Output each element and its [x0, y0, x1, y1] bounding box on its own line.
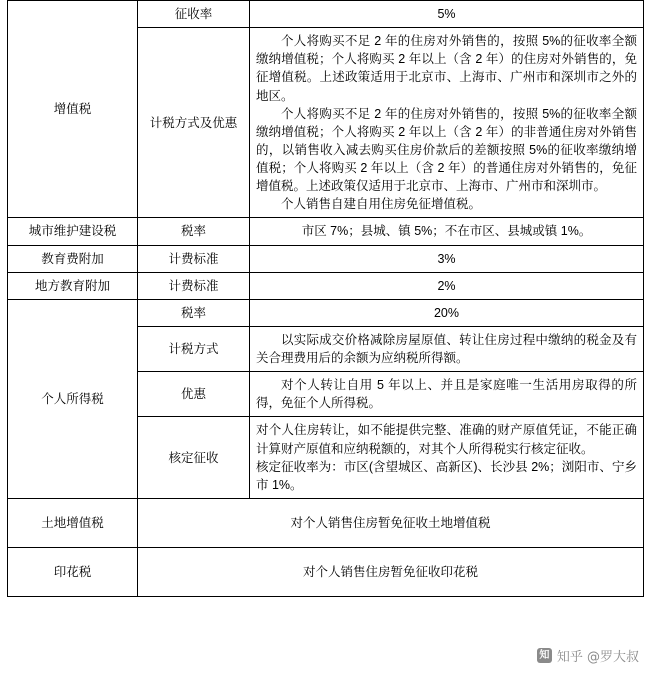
item-content: [250, 326, 644, 371]
item-content: 5%: [250, 1, 644, 28]
content-paragraph: 以实际成交价格减除房屋原值、转让住房过程中缴纳的税金及有关合理费用后的余额为应纳税所得额。: [256, 332, 637, 365]
content-paragraph: 核定征收率为：市区(含望城区、高新区)、长沙县 2%；浏阳市、宁乡市 1%。: [256, 459, 637, 492]
content-paragraph: 个人将购买不足 2 年的住房对外销售的，按照 5%的征收率全额缴纳增值税；个人将购买 2 年以上（含 2 年）的住房对外销售的，免征增值税。上述政策适用于北京市、上海市、广州市和深圳市之外的地区。: [256, 34, 637, 103]
item-content: 20%: [250, 299, 644, 326]
item-content: [250, 417, 644, 499]
item-content: 2%: [250, 272, 644, 299]
item-content: 市区 7%；县城、镇 5%；不在市区、县城或镇 1%。: [250, 218, 644, 245]
table-row: [8, 1, 644, 28]
item-content: [250, 28, 644, 218]
content-paragraph: 个人销售自建自用住房免征增值税。: [281, 197, 482, 212]
table-row: [8, 218, 644, 245]
watermark-text: 知乎 @罗大叔: [556, 650, 639, 665]
tax-category-stamp-duty: 印花税: [8, 547, 138, 596]
item-label: 计税方式及优惠: [138, 28, 250, 218]
item-label: 征收率: [138, 1, 250, 28]
item-label: 税率: [138, 299, 250, 326]
item-content: 3%: [250, 245, 644, 272]
item-label: 计税方式: [138, 326, 250, 371]
item-label: 计费标准: [138, 245, 250, 272]
tax-category-local-education-surcharge: 地方教育附加: [8, 272, 138, 299]
content-paragraph: 对个人转让自用 5 年以上、并且是家庭唯一生活用房取得的所得，免征个人所得税。: [256, 378, 637, 411]
tax-category-vat: 增值税: [8, 1, 138, 218]
tax-category-land-appreciation: 土地增值税: [8, 498, 138, 547]
tax-category-education-surcharge: 教育费附加: [8, 245, 138, 272]
table-row: [8, 547, 644, 596]
tax-table: [7, 0, 644, 597]
content-paragraph: 对个人住房转让，如不能提供完整、准确的财产原值凭证，不能正确计算财产原值和应纳税额的，对其个人所得税实行核定征收。: [256, 423, 637, 456]
table-row: [8, 245, 644, 272]
item-label: 计费标准: [138, 272, 250, 299]
item-label: 优惠: [138, 372, 250, 417]
content-paragraph: 个人将购买不足 2 年的住房对外销售的，按照 5%的征收率全额缴纳增值税；个人将购买 2 年以上（含 2 年）的非普通住房对外销售的，以销售收入减去购买住房价款后的差额按照 5%的征收率缴纳增值税；个人将购买 2 年以上（含 2 年）的普通住房对外销售的，免征增值税。上述政策仅适用于北京市、上海市、广州市和深圳市。: [256, 106, 637, 194]
table-row: [8, 498, 644, 547]
item-label: 税率: [138, 218, 250, 245]
tax-category-urban-maintenance: 城市维护建设税: [8, 218, 138, 245]
table-row: [8, 299, 644, 326]
table-row: [8, 272, 644, 299]
zhihu-logo-icon: 知: [537, 648, 552, 663]
item-content: 对个人销售住房暂免征收土地增值税: [138, 498, 644, 547]
watermark: [537, 646, 639, 665]
item-content: [250, 372, 644, 417]
tax-category-individual-income: 个人所得税: [8, 299, 138, 498]
item-content: 对个人销售住房暂免征收印花税: [138, 547, 644, 596]
item-label: 核定征收: [138, 417, 250, 499]
